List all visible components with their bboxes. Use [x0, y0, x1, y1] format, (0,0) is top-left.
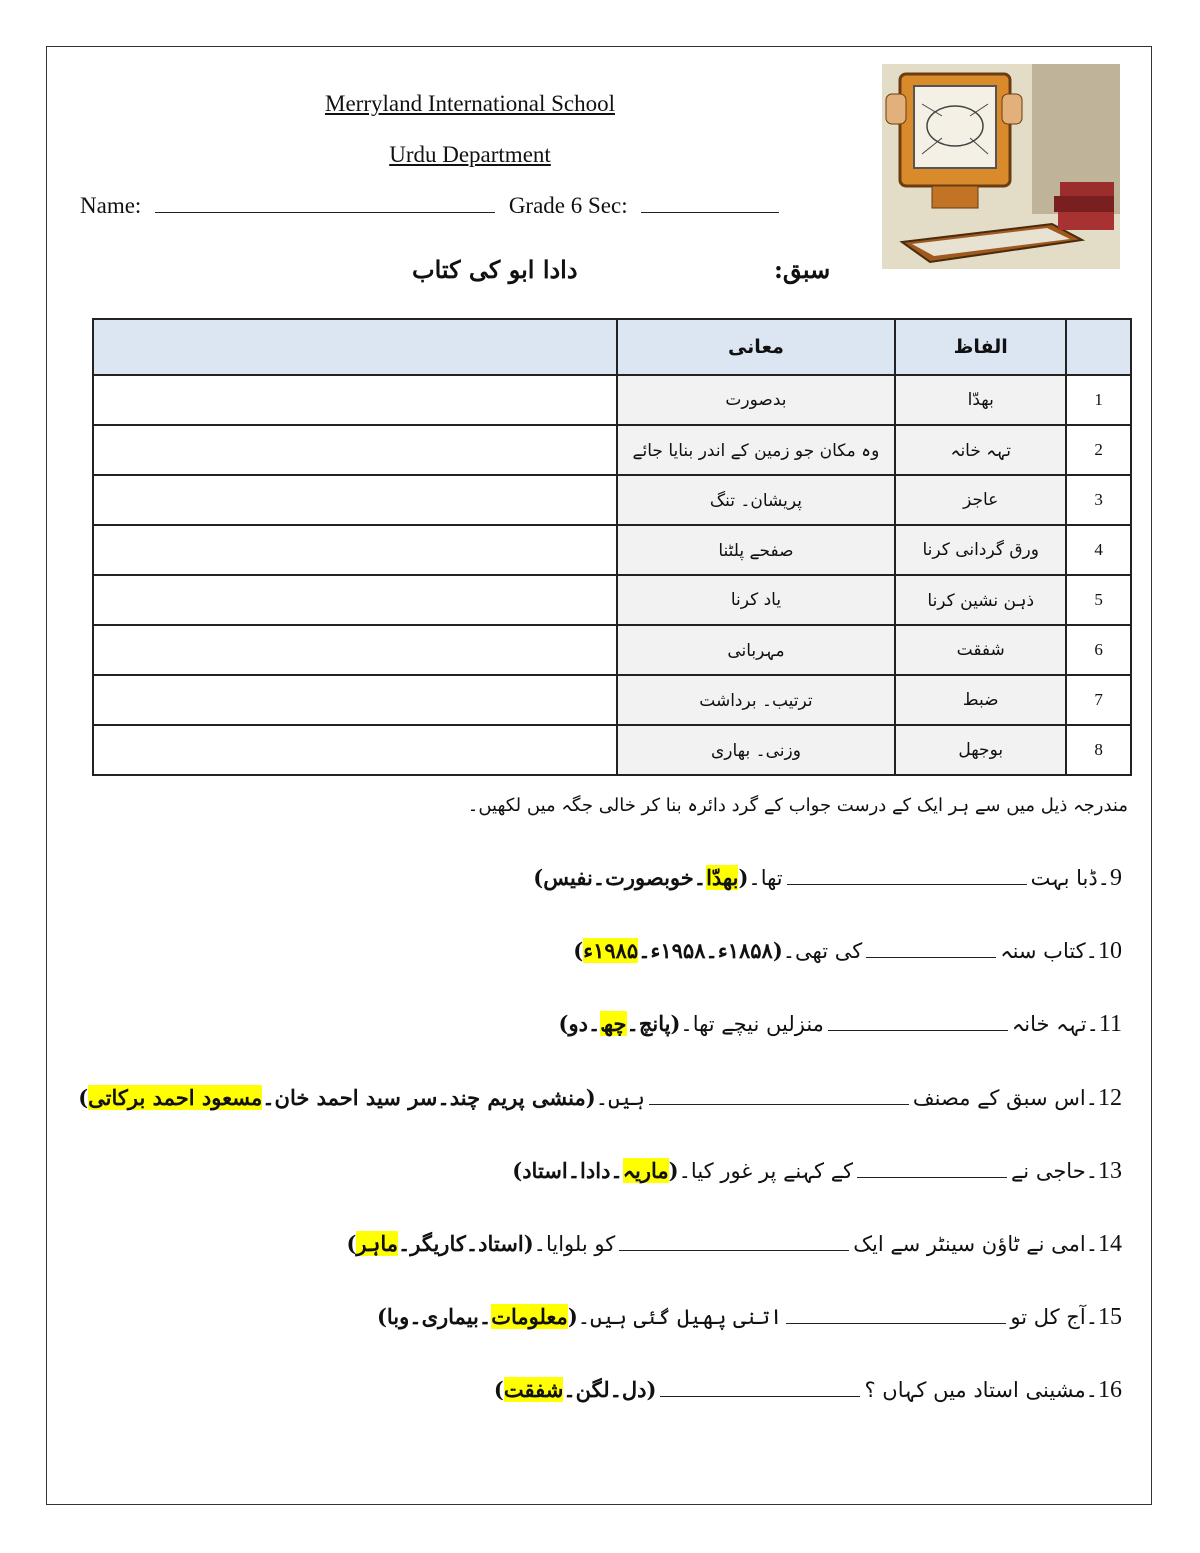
word-cell: ورق گردانی کرنا [895, 525, 1066, 575]
table-row [93, 425, 1131, 475]
question-number: 13 [1098, 1158, 1122, 1184]
school-name: Merryland International School [325, 91, 615, 116]
answer-blank[interactable] [619, 1234, 849, 1251]
question-text-before: ۔امی نے ٹاؤن سینٹر سے ایک [853, 1232, 1098, 1256]
answer-option[interactable]: ماریہ [622, 1158, 669, 1183]
answer-option[interactable]: دو [568, 1011, 588, 1036]
answer-blank[interactable] [649, 1088, 909, 1105]
answer-option[interactable]: پانچ [638, 1011, 671, 1036]
grade-label: Grade 6 Sec: [508, 193, 628, 218]
word-cell: بھدّا [895, 375, 1066, 425]
answer-cell[interactable] [93, 675, 617, 725]
answer-options: (دل۔لگن۔شفقت) [493, 1377, 657, 1402]
meaning-cell: ترتیب۔ برداشت [617, 675, 895, 725]
answer-blank[interactable] [660, 1380, 860, 1397]
question-item [494, 1377, 1122, 1404]
meaning-cell: پریشان۔ تنگ [617, 475, 895, 525]
section-blank[interactable] [641, 194, 779, 213]
answer-option[interactable]: استاد [478, 1231, 524, 1256]
answer-cell[interactable] [93, 375, 617, 425]
table-row [93, 375, 1131, 425]
meaning-cell: یاد کرنا [617, 575, 895, 625]
question-text-before: ۔آج کل تو [1010, 1305, 1098, 1329]
answer-option[interactable]: دل [621, 1377, 647, 1402]
word-cell: ضبط [895, 675, 1066, 725]
meaning-column-header: معانی [617, 319, 895, 375]
name-grade-row [80, 193, 779, 219]
answer-option[interactable]: ۱۸۵۸ء [717, 938, 773, 963]
question-item [573, 938, 1122, 965]
answer-option[interactable]: بیماری [421, 1304, 479, 1329]
answer-option[interactable]: شفقت [503, 1377, 564, 1402]
answer-blank[interactable] [828, 1014, 1008, 1031]
word-cell: بوجھل [895, 725, 1066, 775]
row-number: 1 [1066, 375, 1131, 425]
question-text-before: ۔مشینی استاد میں کہاں ؟ [864, 1378, 1098, 1402]
answer-option[interactable]: معلومات [491, 1304, 568, 1329]
answer-option[interactable]: دادا [580, 1158, 611, 1183]
number-column-header [1066, 319, 1131, 375]
instructions: مندرجہ ذیل میں سے ہر ایک کے درست جواب کے گرد دائرہ بنا کر خالی جگہ میں لکھیں۔ [467, 795, 1128, 816]
answer-option[interactable]: وبا [386, 1304, 410, 1329]
answer-option[interactable]: کاریگر [410, 1231, 466, 1256]
answer-column-header [93, 319, 617, 375]
question-number: 12 [1098, 1085, 1122, 1111]
answer-cell[interactable] [93, 425, 617, 475]
question-number: 10 [1098, 938, 1122, 964]
question-item [78, 1085, 1122, 1112]
answer-option[interactable]: منشی پریم چند [449, 1085, 586, 1110]
question-text-after: اتنی پھیل گئی ہیں۔ [577, 1305, 783, 1329]
question-text-after: کو بلوایا۔ [533, 1232, 616, 1256]
question-item [512, 1158, 1122, 1185]
answer-options: (معلومات۔بیماری۔وبا) [376, 1304, 578, 1329]
meaning-cell: وہ مکان جو زمین کے اندر بنایا جائے [617, 425, 895, 475]
question-text-after: کی تھی۔ [782, 939, 863, 963]
answer-option[interactable]: ۱۹۸۵ء [583, 938, 639, 963]
question-number: 9 [1110, 865, 1122, 891]
answer-cell[interactable] [93, 725, 617, 775]
question-text-after: کے کہنے پر غور کیا۔ [678, 1159, 853, 1183]
row-number: 7 [1066, 675, 1131, 725]
answer-blank[interactable] [866, 941, 996, 958]
meaning-cell: وزنی۔ بھاری [617, 725, 895, 775]
question-text-after: منزلیں نیچے تھا۔ [680, 1012, 824, 1036]
computer-illustration [882, 64, 1120, 269]
answer-option[interactable]: مسعود احمد برکاتی [88, 1085, 263, 1110]
answer-cell[interactable] [93, 475, 617, 525]
lesson-label: سبق: [774, 255, 831, 284]
answer-blank[interactable] [787, 868, 1027, 885]
question-text-after: ہیں۔ [595, 1086, 645, 1110]
answer-options: (۱۸۵۸ء۔۱۹۵۸ء۔۱۹۸۵ء) [573, 938, 783, 963]
row-number: 8 [1066, 725, 1131, 775]
question-text-after: تھا۔ [748, 866, 783, 890]
vocabulary-table [92, 318, 1132, 776]
table-row [93, 625, 1131, 675]
meaning-cell: مہربانی [617, 625, 895, 675]
word-cell: تہہ خانہ [895, 425, 1066, 475]
question-text-before: ۔کتاب سنہ [1000, 939, 1098, 963]
word-cell: عاجز [895, 475, 1066, 525]
question-number: 15 [1098, 1304, 1122, 1330]
table-row [93, 475, 1131, 525]
question-item [533, 865, 1122, 892]
name-blank[interactable] [155, 194, 495, 213]
answer-option[interactable]: بھدّا [706, 865, 739, 890]
answer-options: (پانچ۔چھ۔دو) [558, 1011, 681, 1036]
question-item [346, 1231, 1122, 1258]
row-number: 6 [1066, 625, 1131, 675]
question-text-before: ۔حاجی نے [1011, 1159, 1098, 1183]
answer-options: (بھدّا۔خوبصورت۔نفیس) [533, 865, 749, 890]
question-text-before: ۔اس سبق کے مصنف [912, 1086, 1098, 1110]
answer-option[interactable]: استاد [522, 1158, 568, 1183]
word-column-header: الفاظ [895, 319, 1066, 375]
row-number: 3 [1066, 475, 1131, 525]
word-cell: شفقت [895, 625, 1066, 675]
question-item [377, 1304, 1122, 1331]
table-row [93, 725, 1131, 775]
answer-option[interactable]: ماہر [356, 1231, 398, 1256]
answer-option[interactable]: سر سید احمد خان [274, 1085, 438, 1110]
name-label: Name: [80, 193, 142, 218]
row-number: 5 [1066, 575, 1131, 625]
answer-options: (استاد۔کاریگر۔ماہر) [346, 1231, 534, 1256]
meaning-cell: صفحے پلٹنا [617, 525, 895, 575]
department-name: Urdu Department [389, 142, 551, 167]
table-row [93, 525, 1131, 575]
question-text-before: ۔تہہ خانہ [1011, 1012, 1099, 1036]
table-row [93, 575, 1131, 625]
answer-options: (منشی پریم چند۔سر سید احمد خان۔مسعود احمد برکاتی) [78, 1085, 596, 1110]
answer-cell[interactable] [93, 625, 617, 675]
question-number: 16 [1098, 1377, 1122, 1403]
answer-blank[interactable] [857, 1161, 1007, 1178]
question-item [559, 1011, 1123, 1038]
question-number: 11 [1098, 1011, 1122, 1037]
answer-options: (ماریہ۔دادا۔استاد) [512, 1158, 679, 1183]
row-number: 4 [1066, 525, 1131, 575]
answer-cell[interactable] [93, 575, 617, 625]
lesson-title: دادا ابو کی کتاب [412, 255, 578, 284]
answer-cell[interactable] [93, 525, 617, 575]
table-row [93, 675, 1131, 725]
row-number: 2 [1066, 425, 1131, 475]
word-cell: ذہن نشین کرنا [895, 575, 1066, 625]
meaning-cell: بدصورت [617, 375, 895, 425]
question-text-before: ۔ڈبا بہت [1030, 866, 1110, 890]
answer-option[interactable]: لگن [575, 1377, 610, 1402]
answer-blank[interactable] [786, 1307, 1006, 1324]
question-number: 14 [1098, 1231, 1122, 1257]
answer-option[interactable]: خوبصورت [605, 865, 694, 890]
table-header-row [93, 319, 1131, 375]
answer-option[interactable]: نفیس [543, 865, 593, 890]
answer-option[interactable]: ۱۹۵۸ء [650, 938, 706, 963]
answer-option[interactable]: چھ [600, 1011, 627, 1036]
